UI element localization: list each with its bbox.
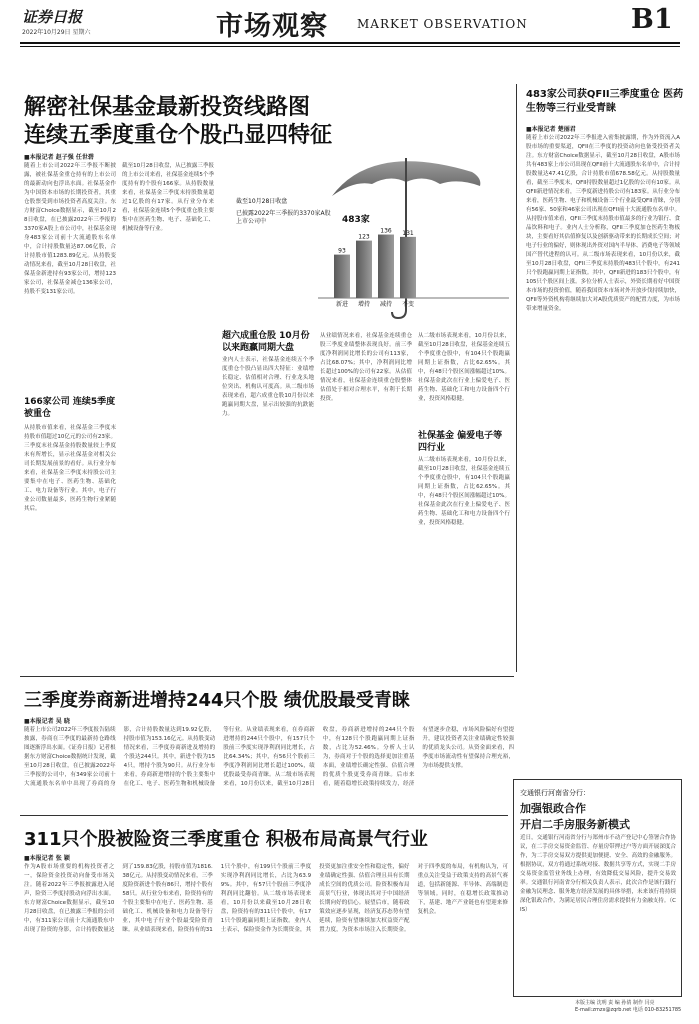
masthead-rule-thin	[20, 46, 680, 47]
bottom-byline: ■本报记者 张 颖	[24, 855, 70, 862]
section-title: 市场观察	[216, 11, 328, 42]
newspaper-logo: 证券日报	[22, 8, 83, 26]
bar-category-label-0: 新进	[335, 301, 349, 308]
lead-text-column-3: 业内人士表示，社保基金连续五个季度重仓个股凸显出四大特征：业绩增长稳定、估值相对合理、行业龙头地位突出、机构认可度高。从二级市场表现来看，超六成重仓股10月份以来跑赢同期大盘，显示出较强的抗跌能力。	[222, 357, 314, 417]
masthead	[0, 0, 699, 64]
lead-headline-line-1[interactable]: 解密社保基金最新投资线路图	[24, 95, 311, 120]
bottom-headline[interactable]: 311只个股被险资三季度重仓 积极布局高景气行业	[24, 829, 428, 850]
issue-date: 2022年10月29日 星期六	[22, 29, 91, 36]
bar-value-label-1: 123	[358, 233, 370, 241]
middle-text-columns: 随着上市公司2022年三季度报告陆续披露，券商在三季度的最新持仓路线图逐渐浮出水面。《证券日报》记者根据东方财富Choice数据统计发现，截至10月28日收盘，在已披露2022年三季报的公司中，有349家公司前十大流通股东名单中出现了券商的身影，合计持股数量达到19.92亿股，持股市值为153.16亿元。从持股变动情况来看，三季度券商新进及增持的个股达244只。其中，新进个股为154只，增持个股为90只。从行业分布来看，券商新进增持的个股主要集中在化工、电子、医药生物和机械设备等行业。从业绩表现来看，在券商新进增持的244只个股中，有157只个股前三季度实现净利润同比增长，占比64.34%；其中，有56只个股前三季度净利润同比增长超过100%，绩优股最受券商青睐。从二级市场表现来看，10月份以来，截至10月28日收盘，券商新进增持的244只个股中，有128只个股跑赢同期上证指数，占比为52.46%。分析人士认为，券商对于个股的选择更加注重基本面，业绩增长确定性强、估值合理的优质个股更受券商青睐。后市来看，随着稳增长政策持续发力，经济有望逐步企稳，市场风险偏好有望提升，建议投资者关注业绩确定性较强的优质龙头公司。从资金面来看，四季度市场流动性有望保持合理充裕，为市场提供支撑。	[24, 727, 514, 787]
masthead-rule	[20, 42, 680, 44]
umbrella-handle	[392, 310, 406, 318]
umbrella-chart-figure	[222, 150, 509, 322]
box-subtitle: 交通银行河南省分行：	[520, 789, 590, 797]
bar-group	[334, 228, 416, 308]
bottom-text-columns: 作为A股市场重要的机构投资者之一，保险资金投资动向备受市场关注。随着2022年三季报披露进入尾声，险资三季度持股动向浮出水面。东方财富Choice数据显示，截至10月28日收盘，在已披露三季报的公司中，有311家公司前十大流通股东中出现了险资的身影，合计持股数量达到了159.83亿股，持股市值为1816.38亿元。从持股变动情况来看，三季度险资新进个股有86只，增持个股有58只。从行业分布来看，险资持有的个股主要集中在电子、医药生物、基础化工、机械设备和电力设备等行业，其中电子行业个股最受险资青睐。从业绩表现来看，险资持有的311只个股中，有199只个股前三季度实现净利润同比增长，占比为63.99%。其中，有57只个股前三季度净利润同比翻倍。从二级市场表现来看，10月份以来截至10月28日收盘，险资持有的311只个股中，有171只个股跑赢同期上证指数。业内人士表示，保险资金作为长期资金，其投资更加注重安全性和稳定性，偏好业绩确定性强、估值合理且具有长期成长空间的优质公司。险资积极布局高景气行业，体现出其对于中国经济长期向好的信心。展望后市，随着政策效应逐步显现，经济复苏态势有望延续，险资有望继续加大权益资产配置力度，为资本市场注入长期资金。对于四季度的布局，有机构认为，可重点关注受益于政策支持的高景气赛道，包括新能源、半导体、高端制造等领域。同时，在稳增长政策推动下，基建、地产产业链也有望迎来修复机会。	[24, 864, 508, 933]
lead-text-column-4: 从业绩情况来看，社保基金连续重仓股三季度业绩整体表现良好。前三季度净利润同比增长的公司有113家，占比68.07%；其中，净利润同比增长超过100%的公司有22家。从估值情况来看，社保基金连续重仓股整体估值处于相对合理水平，有利于长期投资。	[320, 333, 412, 402]
bank-news-box	[513, 779, 682, 997]
box-text: 近日，交通银行河南省分行与郑州市不动产登记中心签署合作协议，在二手房交易资金监管、存量房带押过户等方面开展深度合作，为二手房交易双方提供更加便捷、安全、高效的金融服务。根据协议，双方将通过系统对接、数据共享等方式，实现二手房交易资金监管业务线上办理，有效降低交易风险，提升交易效率。交通银行河南省分行相关负责人表示，此次合作是该行践行金融为民理念、服务地方经济发展的具体举措，未来该行将持续深化银政合作，为满足居民合理住房需求提供有力金融支持。（CIS）	[520, 835, 676, 913]
lead-text-column-5: 从二级市场表现来看，10月份以来，截至10月28日收盘，社保基金连续五个季度重仓股中，有104只个股跑赢同期上证指数，占比62.65%。其中，有48只个股区间涨幅超过10%。社保基金此次在行业上偏爱电子、医药生物、基础化工和电力设备四个行业，投资风格稳健。	[418, 333, 510, 402]
bar-value-label-2: 136	[380, 227, 392, 235]
lead-headline-line-2[interactable]: 连续五季度重仓个股凸显四特征	[24, 123, 333, 148]
lead-text-column-1b: 从持股市值来看，社保基金三季度末持股市值超过10亿元的公司有23家。三季度末社保基金持股数量较上季度末有所增长，显示社保基金对相关公司长期发展前景的看好。从行业分布来看，社保基金三季度末持股公司主要集中在电子、医药生物、基础化工、电力设备等行业。其中，电子行业公司数量最多，医药生物行业紧随其后。	[24, 425, 116, 512]
middle-byline: ■本报记者 吴 晓	[24, 718, 70, 725]
lead-subheading-1: 166家公司 连续5季度被重仓	[24, 397, 116, 419]
middle-headline[interactable]: 三季度券商新进增持244只个股 绩优股最受青睐	[24, 690, 410, 711]
box-title-line-2[interactable]: 开启二手房服务新模式	[520, 818, 630, 831]
section-rule-bottom	[20, 815, 508, 816]
footer-contact: E-mail:zmzx@zqrb.net 电话 010-83251785	[575, 1007, 682, 1013]
bar-3	[400, 237, 416, 298]
lead-subheading-2: 超六成重仓股 10月份以来跑赢同期大盘	[222, 331, 310, 353]
bar-category-label-2: 减持	[379, 301, 393, 308]
bar-value-label-3: 131	[402, 229, 414, 237]
lead-byline: ■本报记者 赵子强 任世碧	[24, 154, 94, 161]
figure-label: 截至10月28日收盘	[236, 198, 288, 205]
section-rule-middle	[20, 676, 514, 677]
bar-value-label-0: 93	[338, 247, 346, 255]
column-divider	[516, 84, 517, 672]
page-footer	[575, 1000, 681, 1014]
bar-category-label-1: 增持	[357, 301, 371, 308]
page-number: B1	[631, 4, 673, 35]
right-byline: ■本报记者 楚丽君	[526, 126, 576, 133]
bar-category-label-3: 不变	[401, 301, 415, 308]
right-headline[interactable]: 483家公司获QFII三季度重仓 医药生物等三行业受青睐	[526, 89, 684, 114]
figure-caption-text: 已披露2022年三季报的3370家A股上市公司中	[236, 210, 331, 225]
figure-caption	[236, 198, 332, 226]
bar-2	[378, 235, 394, 298]
lead-text-column-2: 截至10月28日收盘，从已披露三季报的上市公司来看，社保基金连续5个季度持有的个股有166家。从持股数量来看，社保基金三季度末持股数量超过1亿股的有17家。从行业分布来看，社保基金连续5个季度重仓股主要集中在医药生物、电子、基础化工、机械设备等行业。	[122, 163, 214, 232]
right-text-column: 随着上市公司2022年三季报进入密集披露期，作为外资流入A股市场的重要渠道，QFII在三季度的投资动向也备受投资者关注。东方财富Choice数据显示，截至10月28日收盘，A股市场共有483家上市公司出现在QFII前十大流通股东名单中，合计持股数量达47.41亿股，合计持股市值678.58亿元。从持股数量看，截至三季度末，QFII持股数量超过1亿股的公司有10家。从QFII新进情况来看，三季度新进持股公司有183家。从行业分布来看，医药生物、电子和机械设备三个行业最受QFII青睐，分别有56家、50家和46家公司出现在QFII前十大流通股东名单中。从持股市值来看，QFII三季度末持股市值最多的行业为银行、食品饮料和电子。业内人士分析称，QFII三季度加仓医药生物板块，主要看好其估值修复以及创新驱动带来的长期成长空间；对电子行业的偏好，则体现出外资对国内半导体、消费电子等领域国产替代进程的认可。从二级市场表现来看，10月份以来，截至10月28日收盘，QFII三季度末持股的483只个股中，有241只个股跑赢同期上证指数。其中，QFII新进的183只个股中，有105只个股区间上涨。多位分析人士表示，外资长期看好中国资本市场的投资价值，随着我国资本市场对外开放步伐持续加快，QFII等外资机构将继续加大对A股优质资产的配置力度，为市场带来增量资金。	[526, 135, 680, 312]
umbrella-chart-svg	[222, 150, 509, 322]
bar-1	[356, 241, 372, 298]
lead-text-column-5b: 从二级市场表现来看，10月份以来，截至10月28日收盘，社保基金连续五个季度重仓股中，有104只个股跑赢同期上证指数，占比62.65%。其中，有48只个股区间涨幅超过10%。社保基金此次在行业上偏爱电子、医药生物、基础化工和电力设备四个行业，投资风格稳健。	[418, 457, 510, 526]
section-title-en: MARKET OBSERVATION	[357, 17, 528, 31]
lead-subheading-3: 社保基金 偏爱电子等四行业	[418, 431, 503, 453]
lead-text-column-1: 随着上市公司2022年三季报不断披露，被社保基金重仓持有的上市公司的最新动向也浮出水面。社保基金作为中国资本市场的长期投资者，其重仓股票受到市场投资者高度关注。东方财富Choice数据显示，截至10月28日收盘，在已披露2022年三季报的3370家A股上市公司中，社保基金现身483家公司前十大流通股东名单中，合计持股数量达87.06亿股，合计持股市值1283.89亿元。从持股变动情况来看，截至10月28日收盘，社保基金新进持有93家公司，增持123家公司，社保基金减仓136家公司，持股不变131家公司。	[24, 163, 116, 295]
footer-editors: 本版主编 沈明 责 编 孙倩 制作 闫亮	[575, 1000, 655, 1006]
bar-0	[334, 255, 350, 298]
box-title-line-1[interactable]: 加强银政合作	[520, 802, 586, 815]
total-label: 483家	[342, 215, 370, 225]
